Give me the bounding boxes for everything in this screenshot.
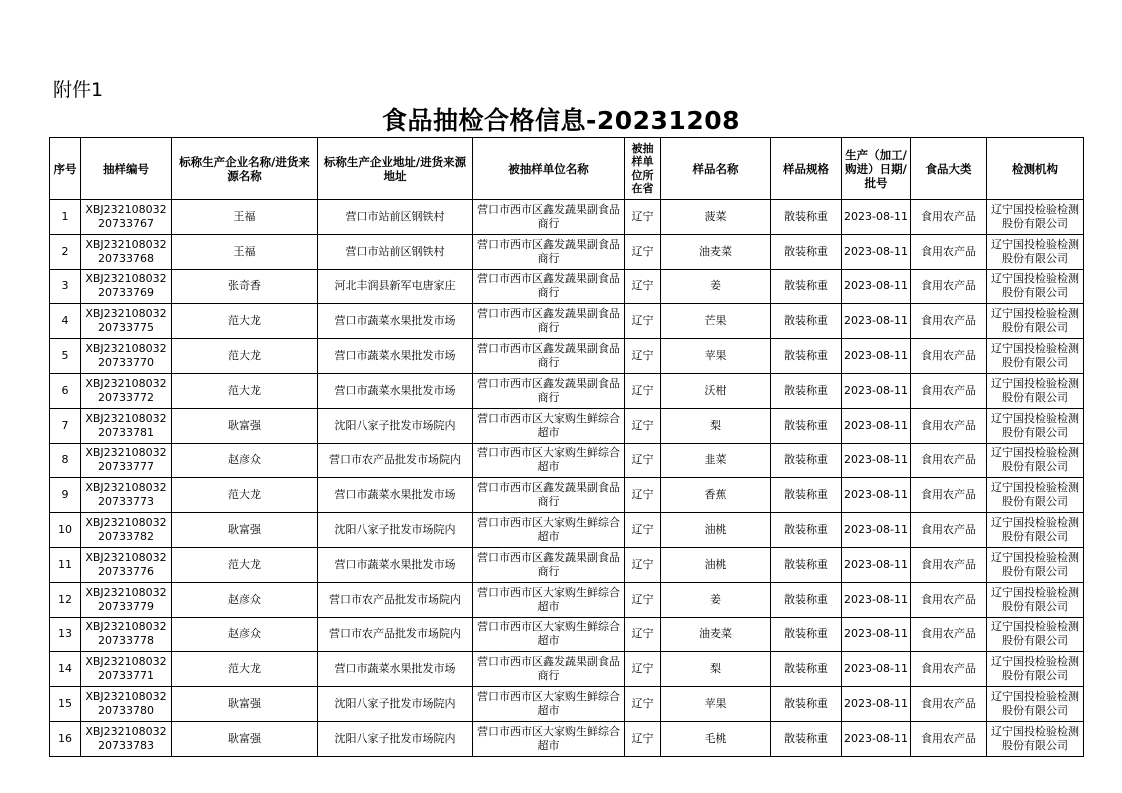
cell-production-date: 2023-08-11 <box>842 617 911 652</box>
cell-production-date: 2023-08-11 <box>842 200 911 235</box>
cell-production-date: 2023-08-11 <box>842 547 911 582</box>
cell-food-category: 食用农产品 <box>911 687 987 722</box>
cell-testing-agency: 辽宁国投检验检测股份有限公司 <box>987 652 1084 687</box>
header-sample-code: 抽样编号 <box>81 138 172 200</box>
cell-testing-agency: 辽宁国投检验检测股份有限公司 <box>987 304 1084 339</box>
cell-sampled-unit: 营口市西市区鑫发蔬果副食品商行 <box>473 373 625 408</box>
table-row <box>50 687 1084 722</box>
cell-sample-code: XBJ23210803220733779 <box>81 582 172 617</box>
cell-testing-agency: 辽宁国投检验检测股份有限公司 <box>987 513 1084 548</box>
cell-sample-code: XBJ23210803220733780 <box>81 687 172 722</box>
cell-sample-spec: 散装称重 <box>771 339 842 374</box>
cell-province: 辽宁 <box>625 721 661 756</box>
cell-producer-name: 赵彦众 <box>172 443 318 478</box>
cell-sample-spec: 散装称重 <box>771 373 842 408</box>
cell-province: 辽宁 <box>625 373 661 408</box>
cell-sampled-unit: 营口市西市区鑫发蔬果副食品商行 <box>473 547 625 582</box>
cell-sample-name: 苹果 <box>661 339 771 374</box>
cell-sample-name: 沃柑 <box>661 373 771 408</box>
cell-producer-name: 范大龙 <box>172 478 318 513</box>
cell-food-category: 食用农产品 <box>911 617 987 652</box>
cell-sample-code: XBJ23210803220733768 <box>81 234 172 269</box>
cell-producer-address: 营口市站前区钢铁村 <box>318 234 473 269</box>
cell-sample-spec: 散装称重 <box>771 200 842 235</box>
cell-seq: 13 <box>50 617 81 652</box>
document-title: 食品抽检合格信息-20231208 <box>381 106 741 135</box>
cell-sample-code: XBJ23210803220733772 <box>81 373 172 408</box>
cell-producer-address: 营口市蔬菜水果批发市场 <box>318 547 473 582</box>
cell-province: 辽宁 <box>625 547 661 582</box>
cell-sampled-unit: 营口市西市区大家购生鲜综合超市 <box>473 513 625 548</box>
cell-seq: 11 <box>50 547 81 582</box>
cell-producer-address: 营口市蔬菜水果批发市场 <box>318 373 473 408</box>
cell-sample-spec: 散装称重 <box>771 547 842 582</box>
cell-sample-name: 油麦菜 <box>661 617 771 652</box>
cell-food-category: 食用农产品 <box>911 234 987 269</box>
cell-producer-name: 范大龙 <box>172 304 318 339</box>
cell-food-category: 食用农产品 <box>911 652 987 687</box>
cell-food-category: 食用农产品 <box>911 443 987 478</box>
cell-food-category: 食用农产品 <box>911 513 987 548</box>
cell-producer-address: 营口市蔬菜水果批发市场 <box>318 478 473 513</box>
attachment-label: 附件1 <box>53 79 104 101</box>
cell-sample-spec: 散装称重 <box>771 234 842 269</box>
cell-producer-name: 王福 <box>172 200 318 235</box>
cell-producer-name: 范大龙 <box>172 652 318 687</box>
cell-producer-address: 沈阳八家子批发市场院内 <box>318 721 473 756</box>
cell-province: 辽宁 <box>625 269 661 304</box>
cell-testing-agency: 辽宁国投检验检测股份有限公司 <box>987 269 1084 304</box>
cell-testing-agency: 辽宁国投检验检测股份有限公司 <box>987 721 1084 756</box>
cell-producer-name: 王福 <box>172 234 318 269</box>
cell-producer-name: 耿富强 <box>172 721 318 756</box>
cell-sample-code: XBJ23210803220733781 <box>81 408 172 443</box>
cell-production-date: 2023-08-11 <box>842 408 911 443</box>
cell-testing-agency: 辽宁国投检验检测股份有限公司 <box>987 687 1084 722</box>
cell-sample-name: 芒果 <box>661 304 771 339</box>
cell-sample-code: XBJ23210803220733769 <box>81 269 172 304</box>
cell-sampled-unit: 营口市西市区鑫发蔬果副食品商行 <box>473 200 625 235</box>
header-sample-spec: 样品规格 <box>771 138 842 200</box>
cell-sample-code: XBJ23210803220733770 <box>81 339 172 374</box>
cell-sampled-unit: 营口市西市区大家购生鲜综合超市 <box>473 721 625 756</box>
cell-testing-agency: 辽宁国投检验检测股份有限公司 <box>987 617 1084 652</box>
cell-producer-name: 赵彦众 <box>172 617 318 652</box>
cell-sample-spec: 散装称重 <box>771 513 842 548</box>
cell-sample-name: 姜 <box>661 582 771 617</box>
table-row <box>50 443 1084 478</box>
cell-food-category: 食用农产品 <box>911 582 987 617</box>
cell-seq: 4 <box>50 304 81 339</box>
cell-sampled-unit: 营口市西市区鑫发蔬果副食品商行 <box>473 304 625 339</box>
cell-producer-address: 营口市蔬菜水果批发市场 <box>318 304 473 339</box>
table-row <box>50 652 1084 687</box>
cell-production-date: 2023-08-11 <box>842 513 911 548</box>
cell-sample-spec: 散装称重 <box>771 408 842 443</box>
table-body <box>50 200 1084 757</box>
cell-testing-agency: 辽宁国投检验检测股份有限公司 <box>987 443 1084 478</box>
cell-sample-code: XBJ23210803220733777 <box>81 443 172 478</box>
cell-seq: 2 <box>50 234 81 269</box>
cell-seq: 14 <box>50 652 81 687</box>
cell-food-category: 食用农产品 <box>911 339 987 374</box>
cell-sampled-unit: 营口市西市区鑫发蔬果副食品商行 <box>473 652 625 687</box>
cell-province: 辽宁 <box>625 304 661 339</box>
cell-producer-address: 营口市农产品批发市场院内 <box>318 617 473 652</box>
cell-sampled-unit: 营口市西市区鑫发蔬果副食品商行 <box>473 269 625 304</box>
cell-province: 辽宁 <box>625 687 661 722</box>
cell-seq: 1 <box>50 200 81 235</box>
table-row <box>50 513 1084 548</box>
cell-food-category: 食用农产品 <box>911 200 987 235</box>
cell-seq: 5 <box>50 339 81 374</box>
cell-production-date: 2023-08-11 <box>842 652 911 687</box>
cell-sample-code: XBJ23210803220733767 <box>81 200 172 235</box>
header-row <box>50 138 1084 200</box>
cell-sample-spec: 散装称重 <box>771 652 842 687</box>
cell-province: 辽宁 <box>625 513 661 548</box>
cell-producer-name: 张奇香 <box>172 269 318 304</box>
cell-food-category: 食用农产品 <box>911 721 987 756</box>
cell-producer-name: 范大龙 <box>172 547 318 582</box>
table-row <box>50 339 1084 374</box>
cell-sampled-unit: 营口市西市区鑫发蔬果副食品商行 <box>473 339 625 374</box>
cell-producer-name: 耿富强 <box>172 687 318 722</box>
cell-province: 辽宁 <box>625 443 661 478</box>
cell-sample-spec: 散装称重 <box>771 478 842 513</box>
cell-production-date: 2023-08-11 <box>842 339 911 374</box>
cell-producer-address: 沈阳八家子批发市场院内 <box>318 513 473 548</box>
cell-sample-name: 油麦菜 <box>661 234 771 269</box>
cell-sample-code: XBJ23210803220733773 <box>81 478 172 513</box>
cell-production-date: 2023-08-11 <box>842 443 911 478</box>
cell-production-date: 2023-08-11 <box>842 582 911 617</box>
cell-sample-name: 毛桃 <box>661 721 771 756</box>
cell-testing-agency: 辽宁国投检验检测股份有限公司 <box>987 478 1084 513</box>
table-row <box>50 547 1084 582</box>
cell-production-date: 2023-08-11 <box>842 478 911 513</box>
table-row <box>50 373 1084 408</box>
cell-seq: 8 <box>50 443 81 478</box>
cell-seq: 3 <box>50 269 81 304</box>
cell-sample-name: 韭菜 <box>661 443 771 478</box>
header-sample-name: 样品名称 <box>661 138 771 200</box>
cell-seq: 16 <box>50 721 81 756</box>
header-sampled-unit: 被抽样单位名称 <box>473 138 625 200</box>
cell-testing-agency: 辽宁国投检验检测股份有限公司 <box>987 373 1084 408</box>
cell-province: 辽宁 <box>625 339 661 374</box>
cell-production-date: 2023-08-11 <box>842 687 911 722</box>
cell-food-category: 食用农产品 <box>911 304 987 339</box>
cell-food-category: 食用农产品 <box>911 373 987 408</box>
cell-sample-name: 油桃 <box>661 547 771 582</box>
cell-producer-address: 营口市农产品批发市场院内 <box>318 582 473 617</box>
cell-producer-address: 营口市站前区钢铁村 <box>318 200 473 235</box>
cell-sample-code: XBJ23210803220733775 <box>81 304 172 339</box>
cell-producer-address: 营口市蔬菜水果批发市场 <box>318 652 473 687</box>
cell-sample-spec: 散装称重 <box>771 269 842 304</box>
cell-food-category: 食用农产品 <box>911 478 987 513</box>
cell-seq: 10 <box>50 513 81 548</box>
cell-sample-name: 菠菜 <box>661 200 771 235</box>
cell-production-date: 2023-08-11 <box>842 721 911 756</box>
table-row <box>50 721 1084 756</box>
cell-sampled-unit: 营口市西市区鑫发蔬果副食品商行 <box>473 234 625 269</box>
cell-sample-spec: 散装称重 <box>771 617 842 652</box>
cell-province: 辽宁 <box>625 582 661 617</box>
table-row <box>50 269 1084 304</box>
cell-producer-address: 营口市农产品批发市场院内 <box>318 443 473 478</box>
cell-testing-agency: 辽宁国投检验检测股份有限公司 <box>987 408 1084 443</box>
header-food-category: 食品大类 <box>911 138 987 200</box>
header-province: 被抽样单位所在省 <box>625 138 661 200</box>
cell-sampled-unit: 营口市西市区大家购生鲜综合超市 <box>473 617 625 652</box>
table-row <box>50 478 1084 513</box>
cell-sample-code: XBJ23210803220733771 <box>81 652 172 687</box>
cell-sampled-unit: 营口市西市区鑫发蔬果副食品商行 <box>473 478 625 513</box>
cell-producer-name: 赵彦众 <box>172 582 318 617</box>
cell-province: 辽宁 <box>625 478 661 513</box>
cell-province: 辽宁 <box>625 234 661 269</box>
cell-sample-spec: 散装称重 <box>771 582 842 617</box>
cell-seq: 12 <box>50 582 81 617</box>
table-row <box>50 582 1084 617</box>
cell-sample-spec: 散装称重 <box>771 443 842 478</box>
cell-producer-address: 营口市蔬菜水果批发市场 <box>318 339 473 374</box>
cell-production-date: 2023-08-11 <box>842 269 911 304</box>
cell-province: 辽宁 <box>625 408 661 443</box>
inspection-results-table <box>49 137 1084 757</box>
table-row <box>50 234 1084 269</box>
cell-sampled-unit: 营口市西市区大家购生鲜综合超市 <box>473 443 625 478</box>
cell-food-category: 食用农产品 <box>911 408 987 443</box>
cell-testing-agency: 辽宁国投检验检测股份有限公司 <box>987 547 1084 582</box>
table-row <box>50 304 1084 339</box>
header-testing-agency: 检测机构 <box>987 138 1084 200</box>
cell-testing-agency: 辽宁国投检验检测股份有限公司 <box>987 339 1084 374</box>
cell-sampled-unit: 营口市西市区大家购生鲜综合超市 <box>473 687 625 722</box>
header-seq: 序号 <box>50 138 81 200</box>
table-row <box>50 200 1084 235</box>
cell-sample-spec: 散装称重 <box>771 721 842 756</box>
cell-province: 辽宁 <box>625 617 661 652</box>
header-producer-address: 标称生产企业地址/进货来源地址 <box>318 138 473 200</box>
header-producer-name: 标称生产企业名称/进货来源名称 <box>172 138 318 200</box>
cell-sampled-unit: 营口市西市区大家购生鲜综合超市 <box>473 582 625 617</box>
cell-province: 辽宁 <box>625 200 661 235</box>
cell-testing-agency: 辽宁国投检验检测股份有限公司 <box>987 582 1084 617</box>
cell-seq: 7 <box>50 408 81 443</box>
cell-seq: 9 <box>50 478 81 513</box>
cell-testing-agency: 辽宁国投检验检测股份有限公司 <box>987 234 1084 269</box>
cell-sample-code: XBJ23210803220733782 <box>81 513 172 548</box>
cell-producer-address: 沈阳八家子批发市场院内 <box>318 687 473 722</box>
cell-producer-name: 耿富强 <box>172 513 318 548</box>
cell-producer-name: 范大龙 <box>172 339 318 374</box>
cell-sampled-unit: 营口市西市区大家购生鲜综合超市 <box>473 408 625 443</box>
cell-sample-code: XBJ23210803220733783 <box>81 721 172 756</box>
cell-sample-spec: 散装称重 <box>771 304 842 339</box>
header-production-date: 生产（加工/购进）日期/批号 <box>842 138 911 200</box>
cell-food-category: 食用农产品 <box>911 269 987 304</box>
cell-producer-address: 河北丰润县新军屯唐家庄 <box>318 269 473 304</box>
cell-seq: 6 <box>50 373 81 408</box>
cell-sample-name: 梨 <box>661 408 771 443</box>
cell-sample-code: XBJ23210803220733778 <box>81 617 172 652</box>
cell-sample-name: 姜 <box>661 269 771 304</box>
cell-seq: 15 <box>50 687 81 722</box>
cell-sample-spec: 散装称重 <box>771 687 842 722</box>
cell-production-date: 2023-08-11 <box>842 373 911 408</box>
table-row <box>50 617 1084 652</box>
cell-sample-name: 苹果 <box>661 687 771 722</box>
cell-producer-name: 范大龙 <box>172 373 318 408</box>
cell-food-category: 食用农产品 <box>911 547 987 582</box>
cell-production-date: 2023-08-11 <box>842 304 911 339</box>
cell-producer-name: 耿富强 <box>172 408 318 443</box>
table-row <box>50 408 1084 443</box>
cell-province: 辽宁 <box>625 652 661 687</box>
cell-sample-name: 梨 <box>661 652 771 687</box>
cell-sample-name: 油桃 <box>661 513 771 548</box>
cell-testing-agency: 辽宁国投检验检测股份有限公司 <box>987 200 1084 235</box>
cell-sample-name: 香蕉 <box>661 478 771 513</box>
cell-producer-address: 沈阳八家子批发市场院内 <box>318 408 473 443</box>
cell-production-date: 2023-08-11 <box>842 234 911 269</box>
cell-sample-code: XBJ23210803220733776 <box>81 547 172 582</box>
